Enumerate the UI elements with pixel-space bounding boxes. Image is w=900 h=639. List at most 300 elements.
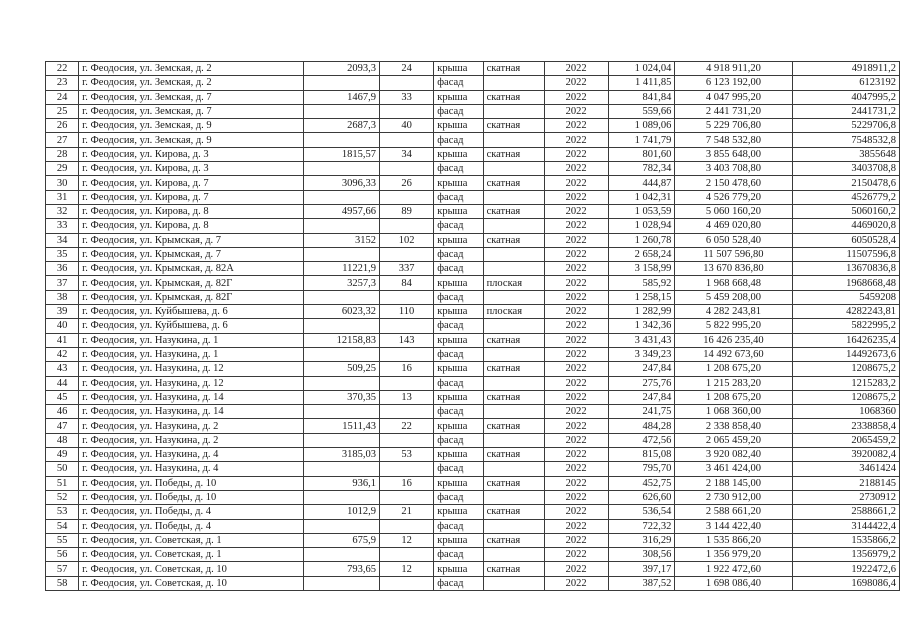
address-cell: г. Феодосия, ул. Земская, д. 9 xyxy=(79,119,303,133)
element-cell: фасад xyxy=(434,190,483,204)
roof-type-cell xyxy=(483,433,544,447)
roof-type-cell xyxy=(483,262,544,276)
element-cell: крыша xyxy=(434,147,483,161)
address-cell: г. Феодосия, ул. Кирова, д. 3 xyxy=(79,162,303,176)
apartments-cell: 12 xyxy=(379,562,433,576)
area-cell: 1012,9 xyxy=(303,505,379,519)
year-cell: 2022 xyxy=(544,219,608,233)
area-cell xyxy=(303,405,379,419)
year-cell: 2022 xyxy=(544,247,608,261)
volume-cell: 1 342,36 xyxy=(608,319,675,333)
cost-cell: 3 461 424,00 xyxy=(675,462,792,476)
area-cell xyxy=(303,376,379,390)
cost-raw-cell: 6050528,4 xyxy=(792,233,899,247)
element-cell: крыша xyxy=(434,562,483,576)
year-cell: 2022 xyxy=(544,290,608,304)
table-row xyxy=(46,276,900,290)
cost-cell: 13 670 836,80 xyxy=(675,262,792,276)
apartments-cell: 89 xyxy=(379,204,433,218)
element-cell: фасад xyxy=(434,376,483,390)
year-cell: 2022 xyxy=(544,376,608,390)
cost-raw-cell: 4047995,2 xyxy=(792,90,899,104)
year-cell: 2022 xyxy=(544,133,608,147)
cost-raw-cell: 2730912 xyxy=(792,490,899,504)
address-cell: г. Феодосия, ул. Назукина, д. 4 xyxy=(79,462,303,476)
roof-type-cell xyxy=(483,405,544,419)
address-cell: г. Феодосия, ул. Кирова, д. 3 xyxy=(79,147,303,161)
element-cell: фасад xyxy=(434,519,483,533)
apartments-cell xyxy=(379,133,433,147)
cost-cell: 16 426 235,40 xyxy=(675,333,792,347)
volume-cell: 452,75 xyxy=(608,476,675,490)
table-row xyxy=(46,104,900,118)
cost-raw-cell: 1068360 xyxy=(792,405,899,419)
roof-type-cell: скатная xyxy=(483,233,544,247)
row-number-cell: 38 xyxy=(46,290,79,304)
area-cell xyxy=(303,576,379,590)
cost-raw-cell: 4282243,81 xyxy=(792,305,899,319)
volume-cell: 585,92 xyxy=(608,276,675,290)
table-row xyxy=(46,347,900,361)
cost-cell: 3 144 422,40 xyxy=(675,519,792,533)
element-cell: фасад xyxy=(434,76,483,90)
cost-raw-cell: 2338858,4 xyxy=(792,419,899,433)
roof-type-cell xyxy=(483,462,544,476)
row-number-cell: 52 xyxy=(46,490,79,504)
cost-cell: 4 918 911,20 xyxy=(675,62,792,76)
roof-type-cell xyxy=(483,290,544,304)
cost-cell: 6 123 192,00 xyxy=(675,76,792,90)
table-row xyxy=(46,162,900,176)
table-row xyxy=(46,548,900,562)
roof-type-cell xyxy=(483,490,544,504)
volume-cell: 841,84 xyxy=(608,90,675,104)
row-number-cell: 57 xyxy=(46,562,79,576)
apartments-cell xyxy=(379,347,433,361)
roof-type-cell xyxy=(483,133,544,147)
volume-cell: 801,60 xyxy=(608,147,675,161)
area-cell xyxy=(303,347,379,361)
apartments-cell: 40 xyxy=(379,119,433,133)
row-number-cell: 39 xyxy=(46,305,79,319)
volume-cell: 397,17 xyxy=(608,562,675,576)
cost-cell: 1 208 675,20 xyxy=(675,390,792,404)
address-cell: г. Феодосия, ул. Советская, д. 10 xyxy=(79,576,303,590)
table-row xyxy=(46,90,900,104)
address-cell: г. Феодосия, ул. Победы, д. 4 xyxy=(79,519,303,533)
year-cell: 2022 xyxy=(544,119,608,133)
element-cell: фасад xyxy=(434,219,483,233)
element-cell: крыша xyxy=(434,176,483,190)
area-cell: 936,1 xyxy=(303,476,379,490)
apartments-cell: 34 xyxy=(379,147,433,161)
apartments-cell xyxy=(379,519,433,533)
volume-cell: 1 741,79 xyxy=(608,133,675,147)
cost-cell: 1 208 675,20 xyxy=(675,362,792,376)
area-cell: 12158,83 xyxy=(303,333,379,347)
row-number-cell: 54 xyxy=(46,519,79,533)
table-row xyxy=(46,462,900,476)
volume-cell: 559,66 xyxy=(608,104,675,118)
cost-raw-cell: 11507596,8 xyxy=(792,247,899,261)
cost-raw-cell: 1215283,2 xyxy=(792,376,899,390)
cost-raw-cell: 3403708,8 xyxy=(792,162,899,176)
volume-cell: 444,87 xyxy=(608,176,675,190)
address-cell: г. Феодосия, ул. Назукина, д. 1 xyxy=(79,347,303,361)
apartments-cell: 53 xyxy=(379,448,433,462)
apartments-cell xyxy=(379,76,433,90)
area-cell xyxy=(303,519,379,533)
apartments-cell: 33 xyxy=(379,90,433,104)
row-number-cell: 25 xyxy=(46,104,79,118)
cost-raw-cell: 5822995,2 xyxy=(792,319,899,333)
apartments-cell xyxy=(379,576,433,590)
apartments-cell xyxy=(379,548,433,562)
table-row xyxy=(46,505,900,519)
cost-cell: 6 050 528,40 xyxy=(675,233,792,247)
apartments-cell: 110 xyxy=(379,305,433,319)
repair-schedule-table xyxy=(45,61,900,591)
address-cell: г. Феодосия, ул. Советская, д. 1 xyxy=(79,548,303,562)
cost-raw-cell: 6123192 xyxy=(792,76,899,90)
address-cell: г. Феодосия, ул. Земская, д. 2 xyxy=(79,62,303,76)
cost-raw-cell: 5229706,8 xyxy=(792,119,899,133)
element-cell: крыша xyxy=(434,419,483,433)
row-number-cell: 48 xyxy=(46,433,79,447)
cost-raw-cell: 1535866,2 xyxy=(792,533,899,547)
roof-type-cell xyxy=(483,519,544,533)
table-row xyxy=(46,204,900,218)
area-cell xyxy=(303,548,379,562)
row-number-cell: 30 xyxy=(46,176,79,190)
cost-cell: 14 492 673,60 xyxy=(675,347,792,361)
year-cell: 2022 xyxy=(544,405,608,419)
address-cell: г. Феодосия, ул. Куйбышева, д. 6 xyxy=(79,319,303,333)
cost-cell: 2 730 912,00 xyxy=(675,490,792,504)
year-cell: 2022 xyxy=(544,519,608,533)
cost-cell: 3 855 648,00 xyxy=(675,147,792,161)
element-cell: крыша xyxy=(434,505,483,519)
element-cell: крыша xyxy=(434,390,483,404)
address-cell: г. Феодосия, ул. Победы, д. 10 xyxy=(79,490,303,504)
volume-cell: 3 431,43 xyxy=(608,333,675,347)
volume-cell: 1 260,78 xyxy=(608,233,675,247)
table-row xyxy=(46,376,900,390)
table-row xyxy=(46,219,900,233)
volume-cell: 1 042,31 xyxy=(608,190,675,204)
apartments-cell: 143 xyxy=(379,333,433,347)
cost-cell: 3 403 708,80 xyxy=(675,162,792,176)
apartments-cell: 16 xyxy=(379,476,433,490)
table-row xyxy=(46,419,900,433)
roof-type-cell xyxy=(483,548,544,562)
element-cell: крыша xyxy=(434,533,483,547)
cost-raw-cell: 1356979,2 xyxy=(792,548,899,562)
cost-cell: 4 526 779,20 xyxy=(675,190,792,204)
row-number-cell: 36 xyxy=(46,262,79,276)
address-cell: г. Феодосия, ул. Назукина, д. 4 xyxy=(79,448,303,462)
year-cell: 2022 xyxy=(544,262,608,276)
cost-cell: 2 338 858,40 xyxy=(675,419,792,433)
address-cell: г. Феодосия, ул. Назукина, д. 2 xyxy=(79,433,303,447)
volume-cell: 1 053,59 xyxy=(608,204,675,218)
apartments-cell xyxy=(379,376,433,390)
roof-type-cell xyxy=(483,219,544,233)
row-number-cell: 29 xyxy=(46,162,79,176)
row-number-cell: 56 xyxy=(46,548,79,562)
row-number-cell: 32 xyxy=(46,204,79,218)
roof-type-cell: скатная xyxy=(483,562,544,576)
roof-type-cell: скатная xyxy=(483,390,544,404)
address-cell: г. Феодосия, ул. Земская, д. 7 xyxy=(79,90,303,104)
table-row xyxy=(46,576,900,590)
table-row xyxy=(46,490,900,504)
cost-cell: 2 588 661,20 xyxy=(675,505,792,519)
row-number-cell: 41 xyxy=(46,333,79,347)
table-row xyxy=(46,562,900,576)
element-cell: фасад xyxy=(434,319,483,333)
area-cell xyxy=(303,104,379,118)
roof-type-cell xyxy=(483,347,544,361)
cost-raw-cell: 14492673,6 xyxy=(792,347,899,361)
row-number-cell: 53 xyxy=(46,505,79,519)
apartments-cell: 84 xyxy=(379,276,433,290)
area-cell: 509,25 xyxy=(303,362,379,376)
area-cell xyxy=(303,247,379,261)
table-row xyxy=(46,533,900,547)
cost-cell: 1 922 472,60 xyxy=(675,562,792,576)
year-cell: 2022 xyxy=(544,448,608,462)
address-cell: г. Феодосия, ул. Крымская, д. 82Г xyxy=(79,290,303,304)
address-cell: г. Феодосия, ул. Кирова, д. 7 xyxy=(79,190,303,204)
address-cell: г. Феодосия, ул. Куйбышева, д. 6 xyxy=(79,305,303,319)
area-cell xyxy=(303,162,379,176)
year-cell: 2022 xyxy=(544,576,608,590)
volume-cell: 1 089,06 xyxy=(608,119,675,133)
cost-cell: 2 188 145,00 xyxy=(675,476,792,490)
element-cell: фасад xyxy=(434,576,483,590)
year-cell: 2022 xyxy=(544,462,608,476)
roof-type-cell: скатная xyxy=(483,448,544,462)
volume-cell: 2 658,24 xyxy=(608,247,675,261)
area-cell: 6023,32 xyxy=(303,305,379,319)
element-cell: крыша xyxy=(434,276,483,290)
element-cell: крыша xyxy=(434,362,483,376)
area-cell: 370,35 xyxy=(303,390,379,404)
table-row xyxy=(46,290,900,304)
cost-cell: 1 356 979,20 xyxy=(675,548,792,562)
area-cell: 3096,33 xyxy=(303,176,379,190)
year-cell: 2022 xyxy=(544,76,608,90)
row-number-cell: 40 xyxy=(46,319,79,333)
cost-cell: 4 469 020,80 xyxy=(675,219,792,233)
element-cell: фасад xyxy=(434,347,483,361)
year-cell: 2022 xyxy=(544,476,608,490)
year-cell: 2022 xyxy=(544,362,608,376)
cost-raw-cell: 2588661,2 xyxy=(792,505,899,519)
address-cell: г. Феодосия, ул. Крымская, д. 7 xyxy=(79,233,303,247)
table-row xyxy=(46,305,900,319)
roof-type-cell xyxy=(483,576,544,590)
volume-cell: 1 258,15 xyxy=(608,290,675,304)
cost-cell: 5 459 208,00 xyxy=(675,290,792,304)
year-cell: 2022 xyxy=(544,233,608,247)
apartments-cell xyxy=(379,104,433,118)
apartments-cell xyxy=(379,405,433,419)
element-cell: крыша xyxy=(434,90,483,104)
address-cell: г. Феодосия, ул. Назукина, д. 12 xyxy=(79,362,303,376)
apartments-cell: 24 xyxy=(379,62,433,76)
roof-type-cell xyxy=(483,104,544,118)
roof-type-cell: скатная xyxy=(483,333,544,347)
address-cell: г. Феодосия, ул. Земская, д. 9 xyxy=(79,133,303,147)
element-cell: фасад xyxy=(434,247,483,261)
cost-raw-cell: 2441731,2 xyxy=(792,104,899,118)
row-number-cell: 27 xyxy=(46,133,79,147)
roof-type-cell: скатная xyxy=(483,62,544,76)
element-cell: фасад xyxy=(434,162,483,176)
year-cell: 2022 xyxy=(544,390,608,404)
table-row xyxy=(46,319,900,333)
year-cell: 2022 xyxy=(544,319,608,333)
year-cell: 2022 xyxy=(544,305,608,319)
roof-type-cell xyxy=(483,247,544,261)
year-cell: 2022 xyxy=(544,104,608,118)
table-row xyxy=(46,233,900,247)
table-row xyxy=(46,405,900,419)
roof-type-cell: скатная xyxy=(483,204,544,218)
cost-cell: 5 229 706,80 xyxy=(675,119,792,133)
apartments-cell xyxy=(379,190,433,204)
row-number-cell: 55 xyxy=(46,533,79,547)
table-row xyxy=(46,390,900,404)
row-number-cell: 46 xyxy=(46,405,79,419)
table-body xyxy=(46,62,900,591)
cost-cell: 11 507 596,80 xyxy=(675,247,792,261)
row-number-cell: 37 xyxy=(46,276,79,290)
address-cell: г. Феодосия, ул. Победы, д. 4 xyxy=(79,505,303,519)
table-row xyxy=(46,133,900,147)
row-number-cell: 50 xyxy=(46,462,79,476)
cost-cell: 5 822 995,20 xyxy=(675,319,792,333)
area-cell: 1815,57 xyxy=(303,147,379,161)
area-cell xyxy=(303,290,379,304)
table-row xyxy=(46,62,900,76)
cost-raw-cell: 7548532,8 xyxy=(792,133,899,147)
address-cell: г. Феодосия, ул. Назукина, д. 14 xyxy=(79,390,303,404)
year-cell: 2022 xyxy=(544,176,608,190)
roof-type-cell: скатная xyxy=(483,505,544,519)
cost-raw-cell: 1208675,2 xyxy=(792,362,899,376)
volume-cell: 536,54 xyxy=(608,505,675,519)
cost-cell: 1 215 283,20 xyxy=(675,376,792,390)
address-cell: г. Феодосия, ул. Кирова, д. 7 xyxy=(79,176,303,190)
apartments-cell xyxy=(379,490,433,504)
cost-cell: 1 698 086,40 xyxy=(675,576,792,590)
cost-cell: 2 065 459,20 xyxy=(675,433,792,447)
year-cell: 2022 xyxy=(544,190,608,204)
cost-raw-cell: 4469020,8 xyxy=(792,219,899,233)
element-cell: крыша xyxy=(434,333,483,347)
volume-cell: 247,84 xyxy=(608,362,675,376)
cost-cell: 5 060 160,20 xyxy=(675,204,792,218)
roof-type-cell xyxy=(483,76,544,90)
volume-cell: 275,76 xyxy=(608,376,675,390)
volume-cell: 815,08 xyxy=(608,448,675,462)
row-number-cell: 23 xyxy=(46,76,79,90)
year-cell: 2022 xyxy=(544,533,608,547)
apartments-cell: 337 xyxy=(379,262,433,276)
apartments-cell: 12 xyxy=(379,533,433,547)
roof-type-cell: скатная xyxy=(483,119,544,133)
cost-raw-cell: 1208675,2 xyxy=(792,390,899,404)
cost-cell: 1 068 360,00 xyxy=(675,405,792,419)
area-cell xyxy=(303,433,379,447)
apartments-cell xyxy=(379,162,433,176)
cost-raw-cell: 1698086,4 xyxy=(792,576,899,590)
cost-cell: 2 150 478,60 xyxy=(675,176,792,190)
area-cell xyxy=(303,490,379,504)
year-cell: 2022 xyxy=(544,90,608,104)
cost-raw-cell: 2188145 xyxy=(792,476,899,490)
roof-type-cell xyxy=(483,190,544,204)
address-cell: г. Феодосия, ул. Назукина, д. 14 xyxy=(79,405,303,419)
year-cell: 2022 xyxy=(544,162,608,176)
volume-cell: 3 158,99 xyxy=(608,262,675,276)
cost-raw-cell: 4526779,2 xyxy=(792,190,899,204)
cost-raw-cell: 16426235,4 xyxy=(792,333,899,347)
element-cell: крыша xyxy=(434,204,483,218)
row-number-cell: 58 xyxy=(46,576,79,590)
row-number-cell: 47 xyxy=(46,419,79,433)
area-cell: 3185,03 xyxy=(303,448,379,462)
volume-cell: 247,84 xyxy=(608,390,675,404)
table-row xyxy=(46,76,900,90)
cost-raw-cell: 1922472,6 xyxy=(792,562,899,576)
cost-cell: 3 920 082,40 xyxy=(675,448,792,462)
address-cell: г. Феодосия, ул. Кирова, д. 8 xyxy=(79,204,303,218)
roof-type-cell: скатная xyxy=(483,147,544,161)
volume-cell: 722,32 xyxy=(608,519,675,533)
year-cell: 2022 xyxy=(544,333,608,347)
table-row xyxy=(46,190,900,204)
cost-cell: 1 535 866,20 xyxy=(675,533,792,547)
element-cell: фасад xyxy=(434,290,483,304)
table-row xyxy=(46,333,900,347)
area-cell: 675,9 xyxy=(303,533,379,547)
roof-type-cell: скатная xyxy=(483,362,544,376)
table-row xyxy=(46,519,900,533)
year-cell: 2022 xyxy=(544,276,608,290)
volume-cell: 795,70 xyxy=(608,462,675,476)
apartments-cell xyxy=(379,290,433,304)
roof-type-cell: скатная xyxy=(483,419,544,433)
cost-raw-cell: 4918911,2 xyxy=(792,62,899,76)
volume-cell: 1 028,94 xyxy=(608,219,675,233)
area-cell: 2093,3 xyxy=(303,62,379,76)
roof-type-cell: скатная xyxy=(483,90,544,104)
element-cell: крыша xyxy=(434,62,483,76)
area-cell xyxy=(303,190,379,204)
table-row xyxy=(46,433,900,447)
cost-raw-cell: 13670836,8 xyxy=(792,262,899,276)
roof-type-cell xyxy=(483,376,544,390)
row-number-cell: 43 xyxy=(46,362,79,376)
row-number-cell: 34 xyxy=(46,233,79,247)
element-cell: крыша xyxy=(434,233,483,247)
row-number-cell: 33 xyxy=(46,219,79,233)
year-cell: 2022 xyxy=(544,490,608,504)
